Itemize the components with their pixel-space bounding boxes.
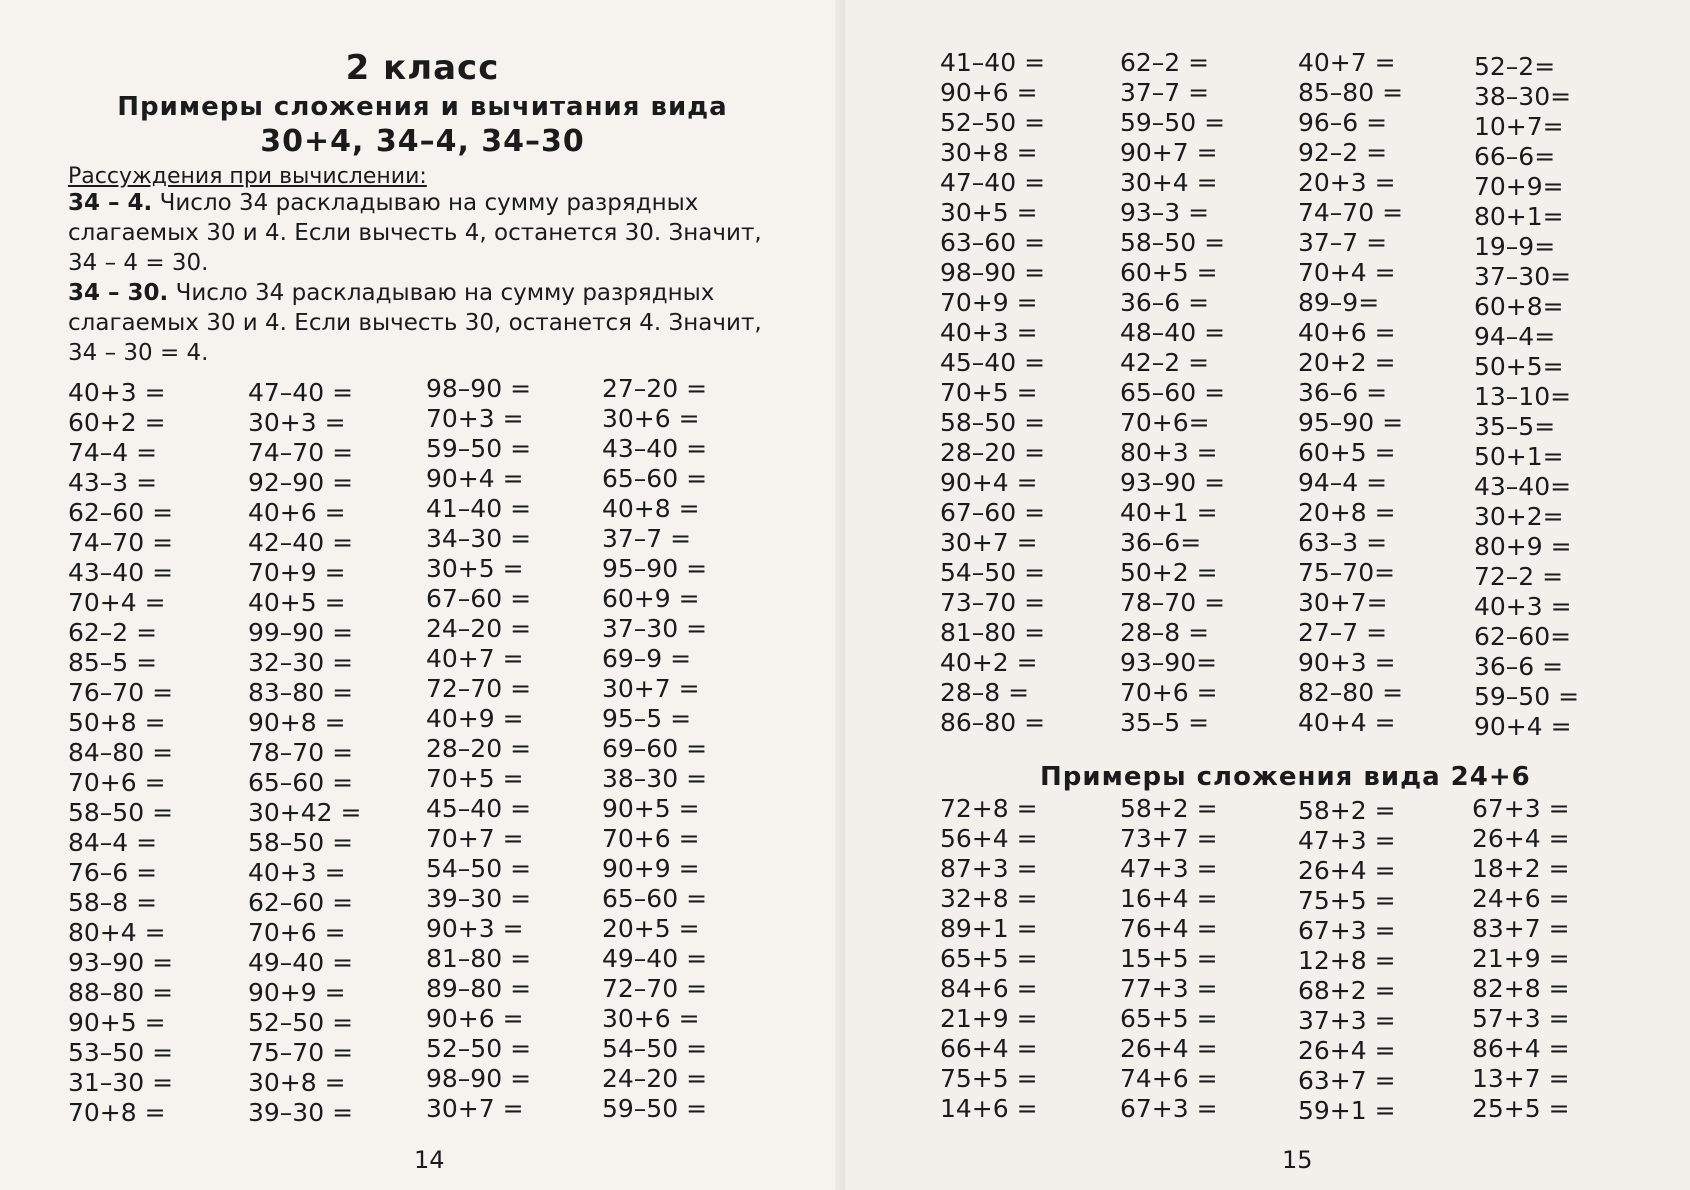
exercise-item: 62–2 = [1120,48,1210,77]
exercise-item: 13+7 = [1472,1064,1570,1093]
reasoning-heading: Рассуждения при вычислении: [68,164,427,189]
exercise-item: 59–50 = [1120,108,1226,137]
exercise-item: 40+3 = [1474,592,1572,621]
exercise-item: 52–50 = [940,108,1046,137]
exercise-item: 78–70 = [1120,588,1226,617]
exercise-item: 59+1 = [1298,1096,1396,1125]
exercise-item: 25+5 = [1472,1094,1570,1123]
exercise-item: 30+7 = [426,1094,524,1123]
page-number: 14 [414,1146,445,1174]
exercise-item: 67+3 = [1120,1094,1218,1123]
page-number: 15 [1282,1146,1313,1174]
exercise-item: 70+9 = [940,288,1038,317]
exercise-item: 26+4 = [1298,856,1396,885]
exercise-item: 42–2 = [1120,348,1210,377]
exercise-item: 63–3 = [1298,528,1388,557]
exercise-item: 81–80 = [940,618,1046,647]
exercise-item: 30+6 = [602,404,700,433]
exercise-item: 58+2 = [1298,796,1396,825]
exercise-item: 50+8 = [68,708,166,737]
exercise-item: 78–70 = [248,738,354,767]
exercise-item: 52–50 = [426,1034,532,1063]
exercise-item: 27–20 = [602,374,708,403]
exercise-item: 90+9 = [602,854,700,883]
exercise-column [940,794,1038,1124]
exercise-item: 37+3 = [1298,1006,1396,1035]
exercise-item: 21+9 = [940,1004,1038,1033]
exercise-item: 54–50 = [940,558,1046,587]
exercise-item: 47+3 = [1120,854,1218,883]
exercise-item: 50+2 = [1120,558,1218,587]
exercise-item: 28–20 = [426,734,532,763]
exercise-item: 58–50 = [248,828,354,857]
exercise-item: 32–30 = [248,648,354,677]
exercise-item: 58+2 = [1120,794,1218,823]
exercise-item: 62–60 = [248,888,354,917]
exercise-item: 37–30= [1474,262,1572,291]
exercise-item: 30+7= [1298,588,1388,617]
exercise-item: 56+4 = [940,824,1038,853]
exercise-item: 70+4 = [1298,258,1396,287]
exercise-item: 67–60 = [426,584,532,613]
exercise-item: 12+8 = [1298,946,1396,975]
exercise-item: 93–90 = [1120,468,1226,497]
exercise-item: 87+3 = [940,854,1038,883]
exercise-item: 37–7 = [602,524,692,553]
exercise-item: 60+5 = [1120,258,1218,287]
exercise-item: 41–40 = [940,48,1046,77]
exercise-item: 37–7 = [1120,78,1210,107]
exercise-item: 30+6 = [602,1004,700,1033]
exercise-item: 36–6 = [1298,378,1388,407]
exercise-item: 37–7 = [1298,228,1388,257]
exercise-item: 74–70 = [1298,198,1404,227]
exercise-item: 40+9 = [426,704,524,733]
exercise-item: 39–30 = [248,1098,354,1127]
exercise-item: 90+6 = [426,1004,524,1033]
exercise-column [1472,794,1570,1124]
exercise-item: 30+7 = [602,674,700,703]
forms-title: 30+4, 34–4, 34–30 [260,124,585,159]
exercise-item: 40+7 = [426,644,524,673]
exercise-item: 54–50 = [602,1034,708,1063]
exercise-item: 36–6 = [1120,288,1210,317]
exercise-item: 75–70 = [248,1038,354,1067]
exercise-item: 63–60 = [940,228,1046,257]
exercise-item: 30+42 = [248,798,362,827]
exercise-item: 47–40 = [248,378,354,407]
exercise-item: 43–40 = [68,558,174,587]
exercise-item: 72–2 = [1474,562,1564,591]
exercise-item: 66+4 = [940,1034,1038,1063]
exercise-item: 84–80 = [68,738,174,767]
exercise-item: 70+7 = [426,824,524,853]
exercise-item: 43–3 = [68,468,158,497]
exercise-item: 95–5 = [602,704,692,733]
exercise-item: 38–30 = [602,764,708,793]
exercise-item: 77+3 = [1120,974,1218,1003]
exercise-item: 65–60 = [1120,378,1226,407]
exercise-item: 40+1 = [1120,498,1218,527]
exercise-item: 70+6= [1120,408,1210,437]
exercise-item: 26+4 = [1120,1034,1218,1063]
exercise-item: 24–20 = [602,1064,708,1093]
explanation-text: Число 34 раскладываю на сумму разрядных слагаемых 30 и 4. Если вычесть 4, останется 30. Значит, 34 – 4 = 30. [68,190,762,276]
exercise-item: 20+2 = [1298,348,1396,377]
exercise-item: 47–40 = [940,168,1046,197]
explanation-lead: 34 – 30. [68,280,169,306]
exercise-item: 40+3 = [68,378,166,407]
exercise-item: 30+8 = [940,138,1038,167]
grade-title: 2 класс [345,48,500,88]
exercise-item: 89–9= [1298,288,1380,317]
exercise-item: 30+5 = [940,198,1038,227]
exercise-item: 65+5 = [940,944,1038,973]
exercise-item: 95–90 = [602,554,708,583]
exercise-item: 63+7 = [1298,1066,1396,1095]
exercise-item: 90+4 = [426,464,524,493]
explanation-paragraph [68,278,788,368]
exercise-item: 66–6= [1474,142,1556,171]
exercise-item: 40+4 = [1298,708,1396,737]
exercise-item: 60+5 = [1298,438,1396,467]
exercise-column [1298,796,1396,1126]
exercise-item: 35–5= [1474,412,1556,441]
exercise-item: 28–8 = [940,678,1030,707]
exercise-item: 27–7 = [1298,618,1388,647]
exercise-item: 26+4 = [1472,824,1570,853]
exercise-item: 20+5 = [602,914,700,943]
exercise-item: 53–50 = [68,1038,174,1067]
exercise-item: 94–4= [1474,322,1556,351]
exercise-item: 86+4 = [1472,1034,1570,1063]
exercise-item: 70+8 = [68,1098,166,1127]
exercise-item: 43–40= [1474,472,1572,501]
exercise-item: 60+9 = [602,584,700,613]
exercise-item: 70+6 = [1120,678,1218,707]
explanation-lead: 34 – 4. [68,190,153,216]
exercise-item: 45–40 = [940,348,1046,377]
exercise-item: 89+1 = [940,914,1038,943]
exercise-column [1298,48,1403,738]
exercise-item: 40+5 = [248,588,346,617]
exercise-item: 67–60 = [940,498,1046,527]
exercise-item: 74–70 = [248,438,354,467]
exercise-item: 90+7 = [1120,138,1218,167]
exercise-item: 21+9 = [1472,944,1570,973]
exercise-item: 20+3 = [1298,168,1396,197]
exercise-item: 72–70 = [426,674,532,703]
exercise-item: 92–2 = [1298,138,1388,167]
exercise-item: 30+3 = [248,408,346,437]
exercise-item: 54–50 = [426,854,532,883]
exercise-item: 24+6 = [1472,884,1570,913]
exercise-item: 50+1= [1474,442,1564,471]
exercise-item: 75+5 = [1298,886,1396,915]
exercise-item: 24–20 = [426,614,532,643]
exercise-item: 36–6= [1120,528,1202,557]
exercise-item: 70+5 = [426,764,524,793]
exercise-column [1120,48,1225,738]
exercise-item: 28–8 = [1120,618,1210,647]
exercise-item: 92–90 = [248,468,354,497]
exercise-item: 90+6 = [940,78,1038,107]
exercise-item: 42–40 = [248,528,354,557]
exercise-item: 16+4 = [1120,884,1218,913]
exercise-item: 80+9 = [1474,532,1572,561]
exercise-item: 80+3 = [1120,438,1218,467]
exercise-item: 30+8 = [248,1068,346,1097]
exercise-item: 36–6 = [1474,652,1564,681]
exercise-item: 70+4 = [68,588,166,617]
topic-title: Примеры сложения и вычитания вида [117,92,728,122]
exercise-item: 65–60 = [602,884,708,913]
exercise-item: 32+8 = [940,884,1038,913]
exercise-item: 35–5 = [1120,708,1210,737]
exercise-item: 80+4 = [68,918,166,947]
exercise-item: 49–40 = [248,948,354,977]
exercise-column [940,48,1045,738]
exercise-item: 58–50 = [940,408,1046,437]
exercise-item: 70+9= [1474,172,1564,201]
exercise-item: 37–30 = [602,614,708,643]
exercise-item: 62–60 = [68,498,174,527]
exercise-item: 72–70 = [602,974,708,1003]
exercise-item: 40+6 = [248,498,346,527]
exercise-item: 45–40 = [426,794,532,823]
exercise-item: 73+7 = [1120,824,1218,853]
exercise-item: 74+6 = [1120,1064,1218,1093]
exercise-item: 99–90 = [248,618,354,647]
exercise-item: 82–80 = [1298,678,1404,707]
exercise-item: 70+5 = [940,378,1038,407]
exercise-item: 70+6 = [248,918,346,947]
exercise-item: 57+3 = [1472,1004,1570,1033]
exercise-item: 84+6 = [940,974,1038,1003]
exercise-item: 43–40 = [602,434,708,463]
exercise-item: 58–50 = [68,798,174,827]
exercise-item: 59–50 = [426,434,532,463]
exercise-item: 58–8 = [68,888,158,917]
exercise-item: 89–80 = [426,974,532,1003]
exercise-column [248,378,361,1128]
exercise-item: 83–80 = [248,678,354,707]
exercise-item: 30+7 = [940,528,1038,557]
exercise-item: 90+5 = [68,1008,166,1037]
exercise-item: 76+4 = [1120,914,1218,943]
exercise-item: 90+4 = [1474,712,1572,741]
exercise-item: 52–2= [1474,52,1556,81]
exercise-item: 60+2 = [68,408,166,437]
exercise-item: 40+7 = [1298,48,1396,77]
exercise-item: 67+3 = [1472,794,1570,823]
exercise-item: 18+2 = [1472,854,1570,883]
exercise-item: 98–90 = [426,1064,532,1093]
exercise-item: 65–60 = [248,768,354,797]
exercise-item: 81–80 = [426,944,532,973]
exercise-column [426,374,531,1124]
exercise-item: 76–70 = [68,678,174,707]
exercise-item: 90+4 = [940,468,1038,497]
exercise-item: 20+8 = [1298,498,1396,527]
exercise-item: 90+5 = [602,794,700,823]
exercise-item: 65+5 = [1120,1004,1218,1033]
exercise-item: 38–30= [1474,82,1572,111]
exercise-item: 69–60 = [602,734,708,763]
exercise-item: 62–2 = [68,618,158,647]
exercise-column [1474,52,1579,742]
exercise-item: 90+8 = [248,708,346,737]
exercise-item: 93–90 = [68,948,174,977]
exercise-item: 73–70 = [940,588,1046,617]
exercise-item: 28–20 = [940,438,1046,467]
exercise-item: 10+7= [1474,112,1564,141]
exercise-item: 90+3 = [426,914,524,943]
exercise-item: 48–40 = [1120,318,1226,347]
exercise-item: 70+6 = [602,824,700,853]
exercise-item: 40+2 = [940,648,1038,677]
exercise-item: 14+6 = [940,1094,1038,1123]
exercise-item: 31–30 = [68,1068,174,1097]
exercise-item: 72+8 = [940,794,1038,823]
exercise-item: 47+3 = [1298,826,1396,855]
exercise-item: 84–4 = [68,828,158,857]
exercise-item: 13–10= [1474,382,1572,411]
exercise-item: 50+5= [1474,352,1564,381]
exercise-item: 98–90 = [940,258,1046,287]
exercise-item: 90+9 = [248,978,346,1007]
exercise-item: 75+5 = [940,1064,1038,1093]
exercise-item: 59–50 = [1474,682,1580,711]
exercise-column [68,378,173,1128]
exercise-item: 82+8 = [1472,974,1570,1003]
section-title: Примеры сложения вида 24+6 [1040,762,1531,792]
exercise-item: 86–80 = [940,708,1046,737]
exercise-item: 60+8= [1474,292,1564,321]
exercise-item: 70+3 = [426,404,524,433]
explanation-paragraph [68,188,788,278]
exercise-column [1120,794,1218,1124]
exercise-item: 85–5 = [68,648,158,677]
exercise-item: 52–50 = [248,1008,354,1037]
exercise-item: 70+9 = [248,558,346,587]
exercise-item: 94–4 = [1298,468,1388,497]
exercise-item: 26+4 = [1298,1036,1396,1065]
exercise-item: 30+5 = [426,554,524,583]
exercise-item: 40+8 = [602,494,700,523]
explanation-text: Число 34 раскладываю на сумму разрядных слагаемых 30 и 4. Если вычесть 30, останется 4. Значит, 34 – 30 = 4. [68,280,762,366]
exercise-item: 74–70 = [68,528,174,557]
exercise-item: 40+6 = [1298,318,1396,347]
exercise-item: 40+3 = [940,318,1038,347]
exercise-item: 19–9= [1474,232,1556,261]
exercise-item: 93–3 = [1120,198,1210,227]
exercise-item: 67+3 = [1298,916,1396,945]
exercise-item: 95–90 = [1298,408,1404,437]
exercise-item: 98–90 = [426,374,532,403]
exercise-item: 30+4 = [1120,168,1218,197]
exercise-item: 39–30 = [426,884,532,913]
exercise-item: 15+5 = [1120,944,1218,973]
exercise-item: 59–50 = [602,1094,708,1123]
exercise-item: 68+2 = [1298,976,1396,1005]
exercise-item: 96–6 = [1298,108,1388,137]
exercise-item: 83+7 = [1472,914,1570,943]
exercise-item: 70+6 = [68,768,166,797]
exercise-item: 74–4 = [68,438,158,467]
exercise-item: 58–50 = [1120,228,1226,257]
exercise-item: 69–9 = [602,644,692,673]
exercise-item: 93–90= [1120,648,1218,677]
exercise-item: 76–6 = [68,858,158,887]
exercise-item: 30+2= [1474,502,1564,531]
exercise-item: 62–60= [1474,622,1572,651]
exercise-item: 75–70= [1298,558,1396,587]
exercise-item: 40+3 = [248,858,346,887]
exercise-column [602,374,707,1124]
exercise-item: 80+1= [1474,202,1564,231]
exercise-item: 65–60 = [602,464,708,493]
exercise-item: 34–30 = [426,524,532,553]
exercise-item: 49–40 = [602,944,708,973]
exercise-item: 41–40 = [426,494,532,523]
exercise-item: 85–80 = [1298,78,1404,107]
exercise-item: 90+3 = [1298,648,1396,677]
exercise-item: 88–80 = [68,978,174,1007]
